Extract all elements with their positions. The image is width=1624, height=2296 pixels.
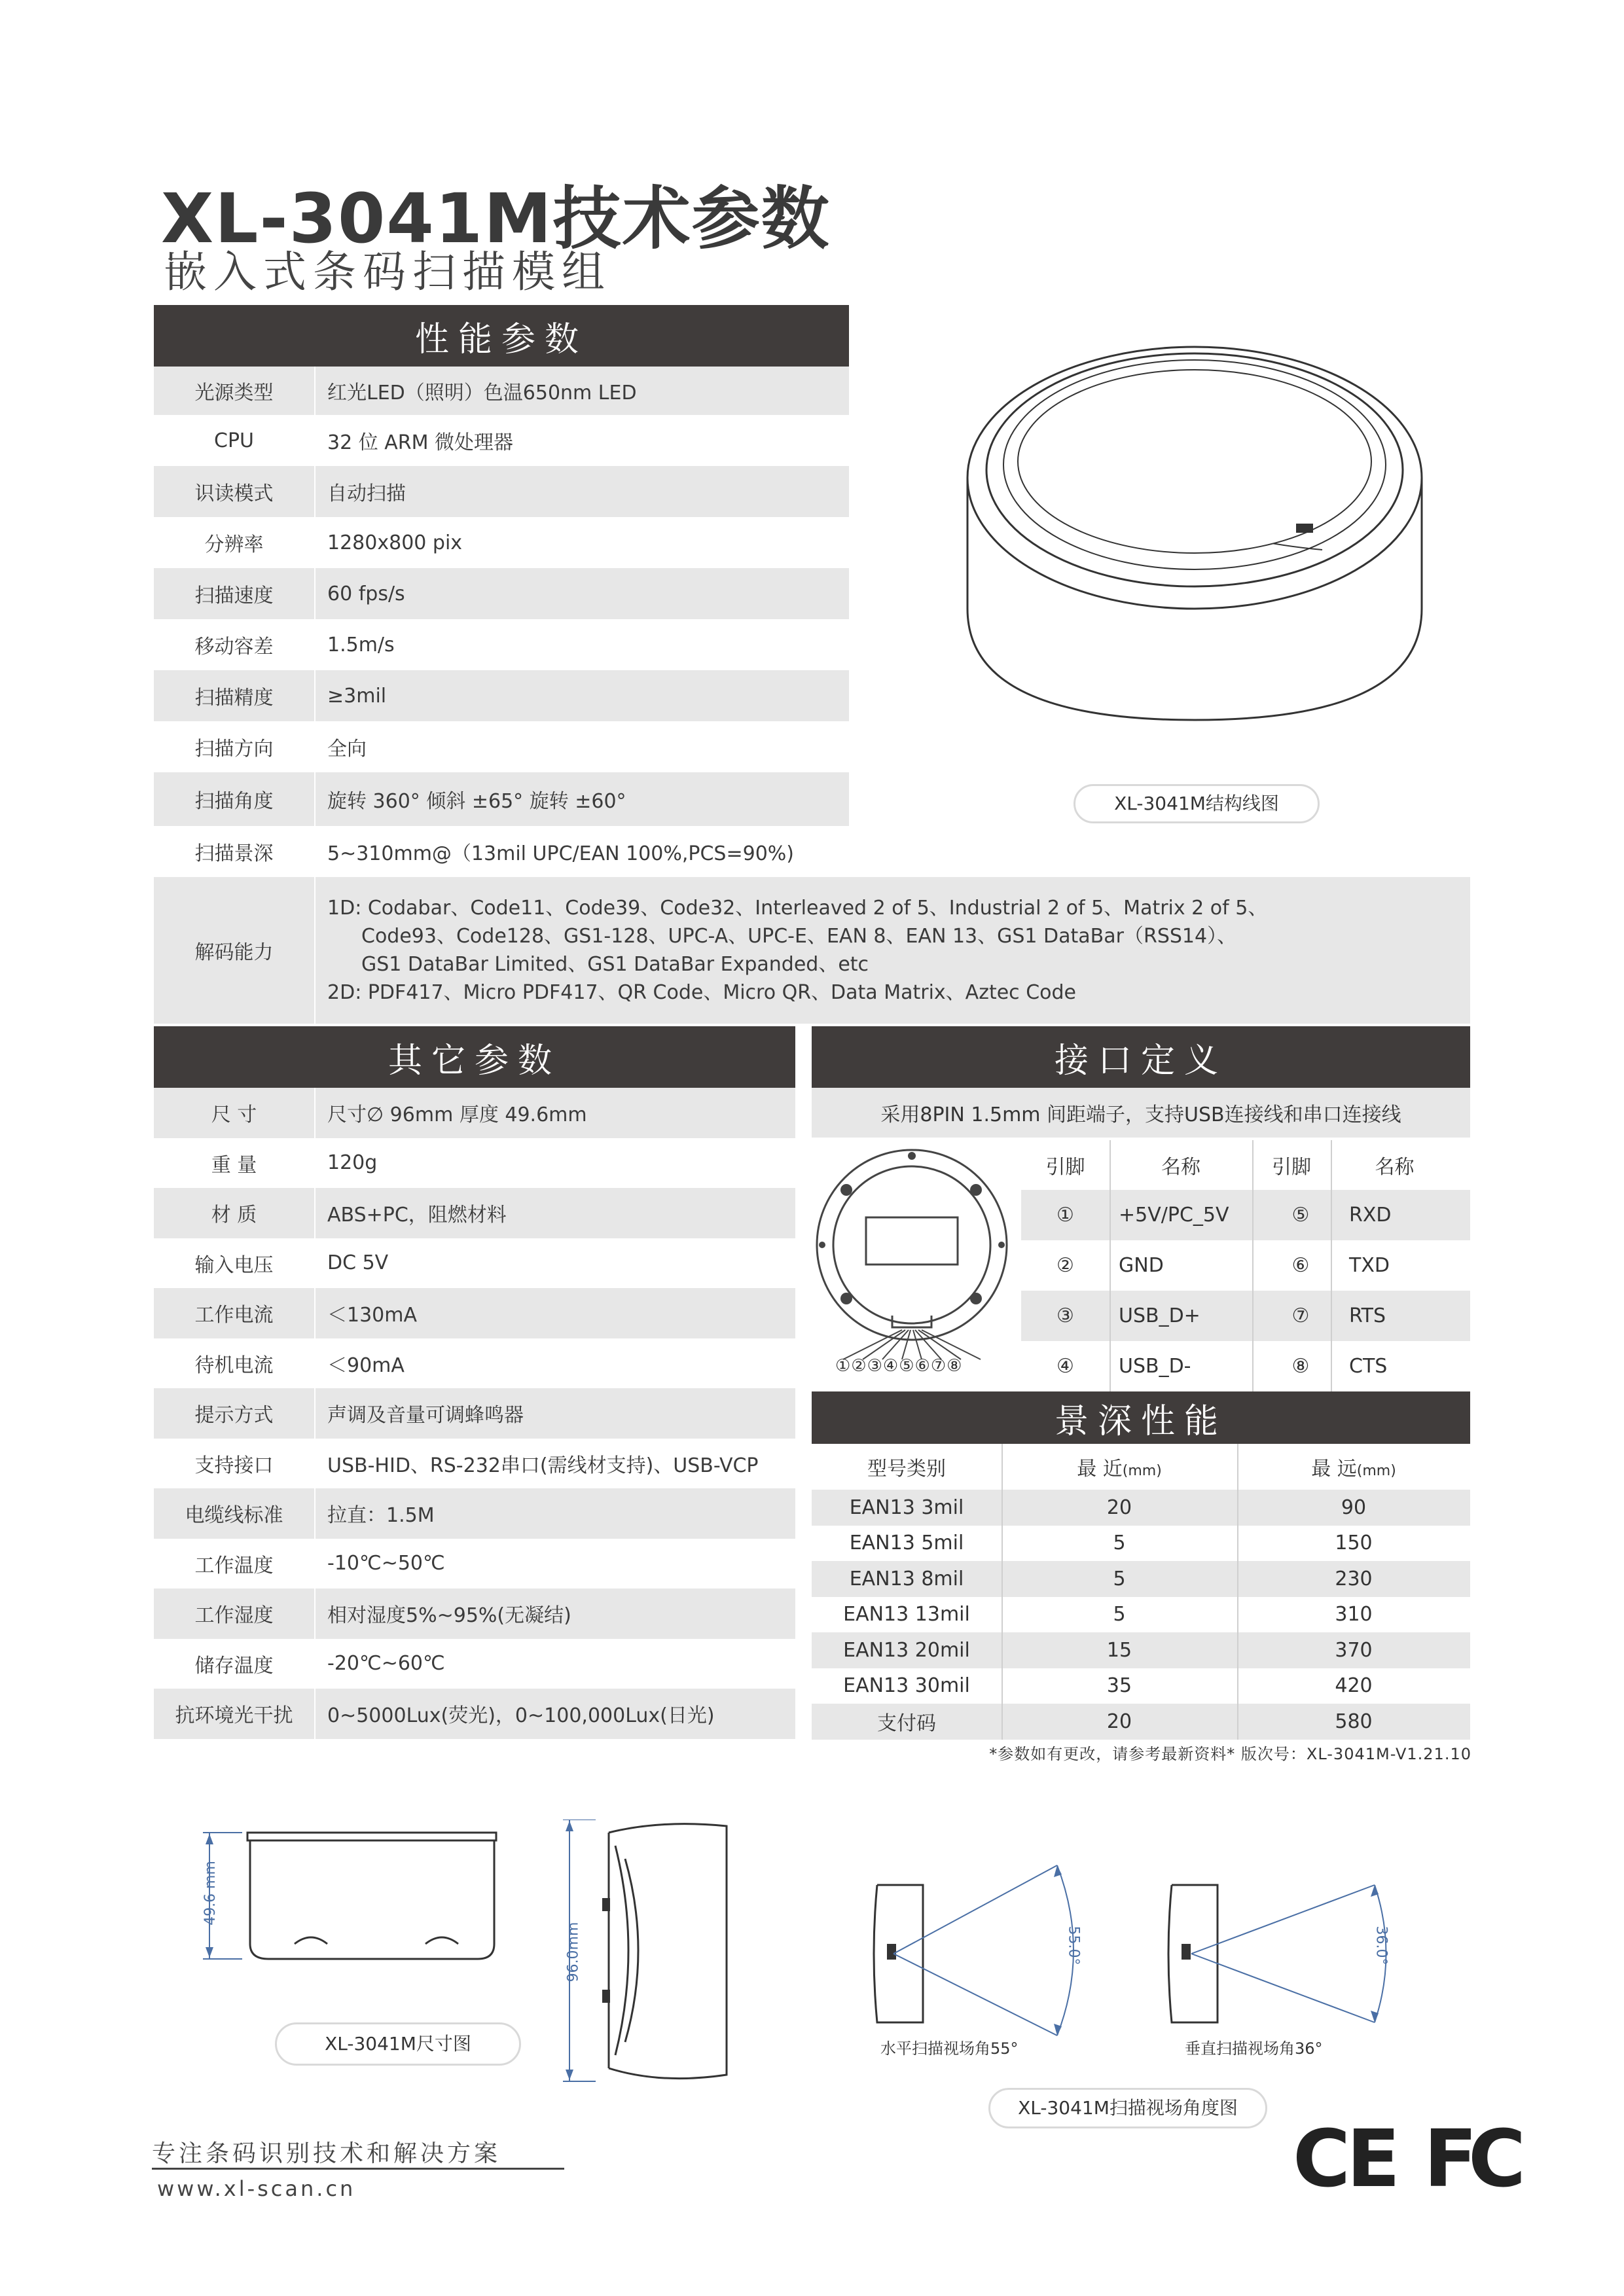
depth-far: 90 bbox=[1341, 1496, 1367, 1519]
depth-near: 15 bbox=[1106, 1638, 1132, 1662]
other-row-value: 声调及音量可调蜂鸣器 bbox=[327, 1404, 524, 1427]
depth-type: EAN13 8mil bbox=[849, 1567, 964, 1590]
connector-diagram bbox=[804, 1147, 1020, 1386]
other-row-label: 尺 寸 bbox=[211, 1103, 257, 1127]
other-row-label: 工作电流 bbox=[194, 1304, 274, 1327]
pin-name: RXD bbox=[1349, 1204, 1392, 1227]
other-row-label: 电缆线标准 bbox=[185, 1504, 283, 1528]
performance-row-value: 红光LED（照明）色温650nm LED bbox=[327, 382, 637, 404]
horizontal-angle-label: 55.0° bbox=[1065, 1926, 1082, 1965]
decode-row bbox=[154, 877, 1470, 1024]
other-row bbox=[154, 1138, 795, 1189]
performance-row-label: 识读模式 bbox=[194, 482, 274, 505]
performance-row-value: 旋转 360° 倾斜 ±65° 旋转 ±60° bbox=[327, 790, 626, 813]
other-row-value: ＜130mA bbox=[327, 1304, 418, 1327]
other-row-value: 尺寸∅ 96mm 厚度 49.6mm bbox=[327, 1103, 587, 1127]
pin-col-separator bbox=[1110, 1140, 1111, 1391]
dimension-caption: XL-3041M尺寸图 bbox=[275, 2022, 521, 2066]
pin-name: USB_D+ bbox=[1119, 1304, 1200, 1327]
footer-slogan: 专注条码识别技术和解决方案 bbox=[152, 2140, 501, 2167]
pin-number: ⑥ bbox=[1291, 1254, 1310, 1277]
pin-row bbox=[1021, 1291, 1470, 1341]
table-separator bbox=[314, 1088, 316, 1739]
other-row bbox=[154, 1288, 795, 1338]
pin-name: +5V/PC_5V bbox=[1119, 1204, 1229, 1227]
product-image-caption: XL-3041M结构线图 bbox=[1074, 784, 1320, 823]
pin-row bbox=[1021, 1190, 1470, 1240]
pin-name: USB_D- bbox=[1119, 1355, 1191, 1378]
angle-diagram bbox=[864, 1859, 1401, 2055]
other-row bbox=[154, 1488, 795, 1539]
performance-row-label: 分辨率 bbox=[204, 533, 264, 556]
horizontal-angle-caption: 水平扫描视场角55° bbox=[880, 2039, 1019, 2058]
footer-url: www.xl-scan.cn bbox=[157, 2176, 356, 2201]
other-row bbox=[154, 1388, 795, 1439]
depth-col-type: 型号类别 bbox=[867, 1458, 946, 1480]
other-row-label: 材 质 bbox=[211, 1204, 257, 1227]
depth-col-far: 最 远 bbox=[1311, 1458, 1357, 1480]
other-row-value: -20℃~60℃ bbox=[327, 1652, 445, 1676]
footer-divider bbox=[152, 2168, 564, 2170]
other-row bbox=[154, 1238, 795, 1289]
pin-row bbox=[1021, 1341, 1470, 1391]
vertical-angle-label: 36.0° bbox=[1373, 1926, 1390, 1965]
depth-near: 20 bbox=[1106, 1710, 1132, 1733]
interface-heading: 接口定义 bbox=[812, 1026, 1470, 1088]
height-dimension-label: 49.6 mm bbox=[202, 1861, 219, 1926]
pin-number: ② bbox=[1056, 1254, 1074, 1277]
depth-near: 5 bbox=[1113, 1567, 1126, 1590]
performance-row-label: 扫描速度 bbox=[194, 584, 274, 607]
pin-number: ① bbox=[1056, 1204, 1074, 1227]
decode-line: 1D: Codabar、Code11、Code39、Code32、Interleaved 2 of 5、Industrial 2 of 5、Matrix 2 of 5、 bbox=[327, 897, 1268, 920]
other-row-value: ABS+PC，阻燃材料 bbox=[327, 1204, 507, 1227]
depth-near: 35 bbox=[1106, 1674, 1132, 1698]
other-row-label: 工作温度 bbox=[194, 1554, 274, 1577]
depth-far: 230 bbox=[1335, 1567, 1373, 1590]
performance-row bbox=[154, 415, 849, 466]
other-row-value: 120g bbox=[327, 1151, 378, 1175]
depth-type: EAN13 13mil bbox=[843, 1603, 970, 1626]
performance-row-value: 1280x800 pix bbox=[327, 531, 463, 554]
depth-type: EAN13 5mil bbox=[849, 1532, 964, 1555]
decode-line: 2D: PDF417、Micro PDF417、QR Code、Micro QR、Data Matrix、Aztec Code bbox=[327, 981, 1076, 1004]
decode-label: 解码能力 bbox=[194, 941, 274, 964]
performance-row-label: 移动容差 bbox=[194, 636, 274, 658]
other-row-value: DC 5V bbox=[327, 1251, 389, 1275]
performance-row bbox=[154, 721, 849, 772]
performance-heading: 性能参数 bbox=[154, 305, 849, 367]
depth-type: EAN13 3mil bbox=[849, 1496, 964, 1519]
depth-row bbox=[812, 1668, 1470, 1704]
depth-type: EAN13 30mil bbox=[843, 1674, 970, 1698]
other-row-value: ＜90mA bbox=[327, 1354, 405, 1377]
depth-far: 150 bbox=[1335, 1532, 1373, 1555]
performance-row bbox=[154, 367, 849, 415]
other-row bbox=[154, 1338, 795, 1389]
performance-row-label: CPU bbox=[214, 429, 254, 452]
other-row bbox=[154, 1689, 795, 1739]
depth-col-separator bbox=[1237, 1444, 1238, 1740]
performance-row bbox=[154, 826, 849, 877]
performance-row bbox=[154, 772, 849, 826]
performance-row bbox=[154, 619, 849, 670]
depth-far: 580 bbox=[1335, 1710, 1373, 1733]
other-row-label: 工作湿度 bbox=[194, 1604, 274, 1628]
other-row-label: 重 量 bbox=[211, 1153, 257, 1177]
other-row-label: 输入电压 bbox=[194, 1253, 274, 1277]
pin-name: TXD bbox=[1349, 1254, 1390, 1277]
other-row bbox=[154, 1188, 795, 1238]
depth-row bbox=[812, 1561, 1470, 1597]
performance-row bbox=[154, 568, 849, 619]
other-row-label: 提示方式 bbox=[194, 1404, 274, 1427]
pin-row bbox=[1021, 1240, 1470, 1291]
depth-row bbox=[812, 1704, 1470, 1740]
performance-row-label: 扫描精度 bbox=[194, 687, 274, 709]
performance-row-label: 扫描角度 bbox=[194, 790, 274, 813]
other-row bbox=[154, 1539, 795, 1589]
performance-row-value: 自动扫描 bbox=[327, 482, 406, 505]
depth-row bbox=[812, 1526, 1470, 1562]
pin-col-separator bbox=[1252, 1140, 1254, 1391]
other-row-value: 相对湿度5%~95%(无凝结) bbox=[327, 1604, 571, 1628]
depth-near: 5 bbox=[1113, 1532, 1126, 1555]
revision-note: *参数如有更改，请参考最新资料* 版次号：XL-3041M-V1.21.10 bbox=[989, 1745, 1471, 1763]
depth-far: 420 bbox=[1335, 1674, 1373, 1698]
pin-name: CTS bbox=[1349, 1355, 1388, 1378]
table-separator bbox=[314, 367, 316, 1024]
depth-near: 5 bbox=[1113, 1603, 1126, 1626]
performance-row bbox=[154, 517, 849, 568]
interface-note: 采用8PIN 1.5mm 间距端子，支持USB连接线和串口连接线 bbox=[812, 1088, 1470, 1138]
other-row bbox=[154, 1588, 795, 1639]
depth-table-header bbox=[812, 1444, 1470, 1490]
vertical-angle-caption: 垂直扫描视场角36° bbox=[1185, 2039, 1323, 2058]
product-image bbox=[956, 327, 1434, 733]
depth-row bbox=[812, 1632, 1470, 1668]
depth-col-separator bbox=[1001, 1444, 1003, 1740]
other-row-value: 拉直：1.5M bbox=[327, 1504, 435, 1528]
pin-col-separator bbox=[1331, 1140, 1332, 1391]
other-row bbox=[154, 1639, 795, 1689]
depth-far: 310 bbox=[1335, 1603, 1373, 1626]
performance-row-value: 32 位 ARM 微处理器 bbox=[327, 431, 514, 454]
performance-row-value: 全向 bbox=[327, 738, 367, 761]
performance-row-value: 60 fps/s bbox=[327, 582, 405, 605]
pin-name: GND bbox=[1119, 1254, 1164, 1277]
performance-row-label: 扫描方向 bbox=[194, 738, 274, 761]
decode-line: GS1 DataBar Limited、GS1 DataBar Expanded、etc bbox=[361, 953, 869, 976]
performance-row-value: ≥3mil bbox=[327, 684, 387, 708]
other-row bbox=[154, 1439, 795, 1489]
other-row-value: 0~5000Lux(荧光)，0~100,000Lux(日光) bbox=[327, 1704, 715, 1728]
performance-row bbox=[154, 466, 849, 517]
pin-number: ⑧ bbox=[1291, 1355, 1310, 1378]
performance-row bbox=[154, 670, 849, 721]
angle-caption: XL-3041M扫描视场角度图 bbox=[988, 2088, 1267, 2128]
pin-col-header: 引脚 bbox=[1272, 1156, 1311, 1179]
depth-far: 370 bbox=[1335, 1638, 1373, 1662]
depth-unit: (mm) bbox=[1356, 1463, 1396, 1479]
other-row-label: 抗环境光干扰 bbox=[175, 1704, 293, 1728]
other-row-label: 支持接口 bbox=[194, 1454, 274, 1477]
other-row-label: 储存温度 bbox=[194, 1654, 274, 1677]
decode-lines bbox=[314, 894, 1267, 1007]
pin-table-header bbox=[1021, 1140, 1470, 1190]
pin-number: ③ bbox=[1056, 1304, 1074, 1327]
page-subtitle: 嵌入式条码扫描模组 bbox=[164, 247, 611, 297]
pin-name: RTS bbox=[1349, 1304, 1386, 1327]
diameter-dimension-label: 96.0mm bbox=[565, 1922, 582, 1982]
performance-row-value: 1.5m/s bbox=[327, 633, 395, 656]
pin-number: ④ bbox=[1056, 1355, 1074, 1378]
pin-number: ⑦ bbox=[1291, 1304, 1310, 1327]
name-col-header: 名称 bbox=[1161, 1156, 1200, 1179]
other-row-value: -10℃~50℃ bbox=[327, 1552, 445, 1575]
pin-number: ⑤ bbox=[1291, 1204, 1310, 1227]
other-row-value: USB-HID、RS-232串口(需线材支持)、USB-VCP bbox=[327, 1454, 759, 1477]
page-title: XL-3041M技术参数 bbox=[161, 179, 831, 259]
ce-mark-logo: CE bbox=[1293, 2114, 1397, 2205]
other-heading: 其它参数 bbox=[154, 1026, 795, 1088]
other-row bbox=[154, 1088, 795, 1138]
depth-row bbox=[812, 1490, 1470, 1526]
depth-type: 支付码 bbox=[877, 1712, 936, 1736]
depth-unit: (mm) bbox=[1122, 1463, 1162, 1479]
depth-col-near: 最 近 bbox=[1077, 1458, 1123, 1480]
connector-pin-labels: ①②③④⑤⑥⑦⑧ bbox=[835, 1356, 963, 1376]
fcc-mark-logo: FC bbox=[1424, 2114, 1517, 2205]
performance-row-label: 扫描景深 bbox=[194, 842, 274, 865]
pin-col-header: 引脚 bbox=[1045, 1156, 1085, 1179]
depth-near: 20 bbox=[1106, 1496, 1132, 1519]
performance-row-value: 5~310mm@（13mil UPC/EAN 100%,PCS=90%) bbox=[327, 842, 794, 865]
decode-line: Code93、Code128、GS1-128、UPC-A、UPC-E、EAN 8、EAN 13、GS1 DataBar（RSS14）、 bbox=[361, 925, 1237, 948]
depth-type: EAN13 20mil bbox=[843, 1638, 970, 1662]
depth-row bbox=[812, 1597, 1470, 1633]
depth-heading: 景深性能 bbox=[812, 1391, 1470, 1444]
other-row-label: 待机电流 bbox=[194, 1354, 274, 1377]
name-col-header: 名称 bbox=[1375, 1156, 1415, 1179]
performance-row-label: 光源类型 bbox=[194, 382, 274, 404]
